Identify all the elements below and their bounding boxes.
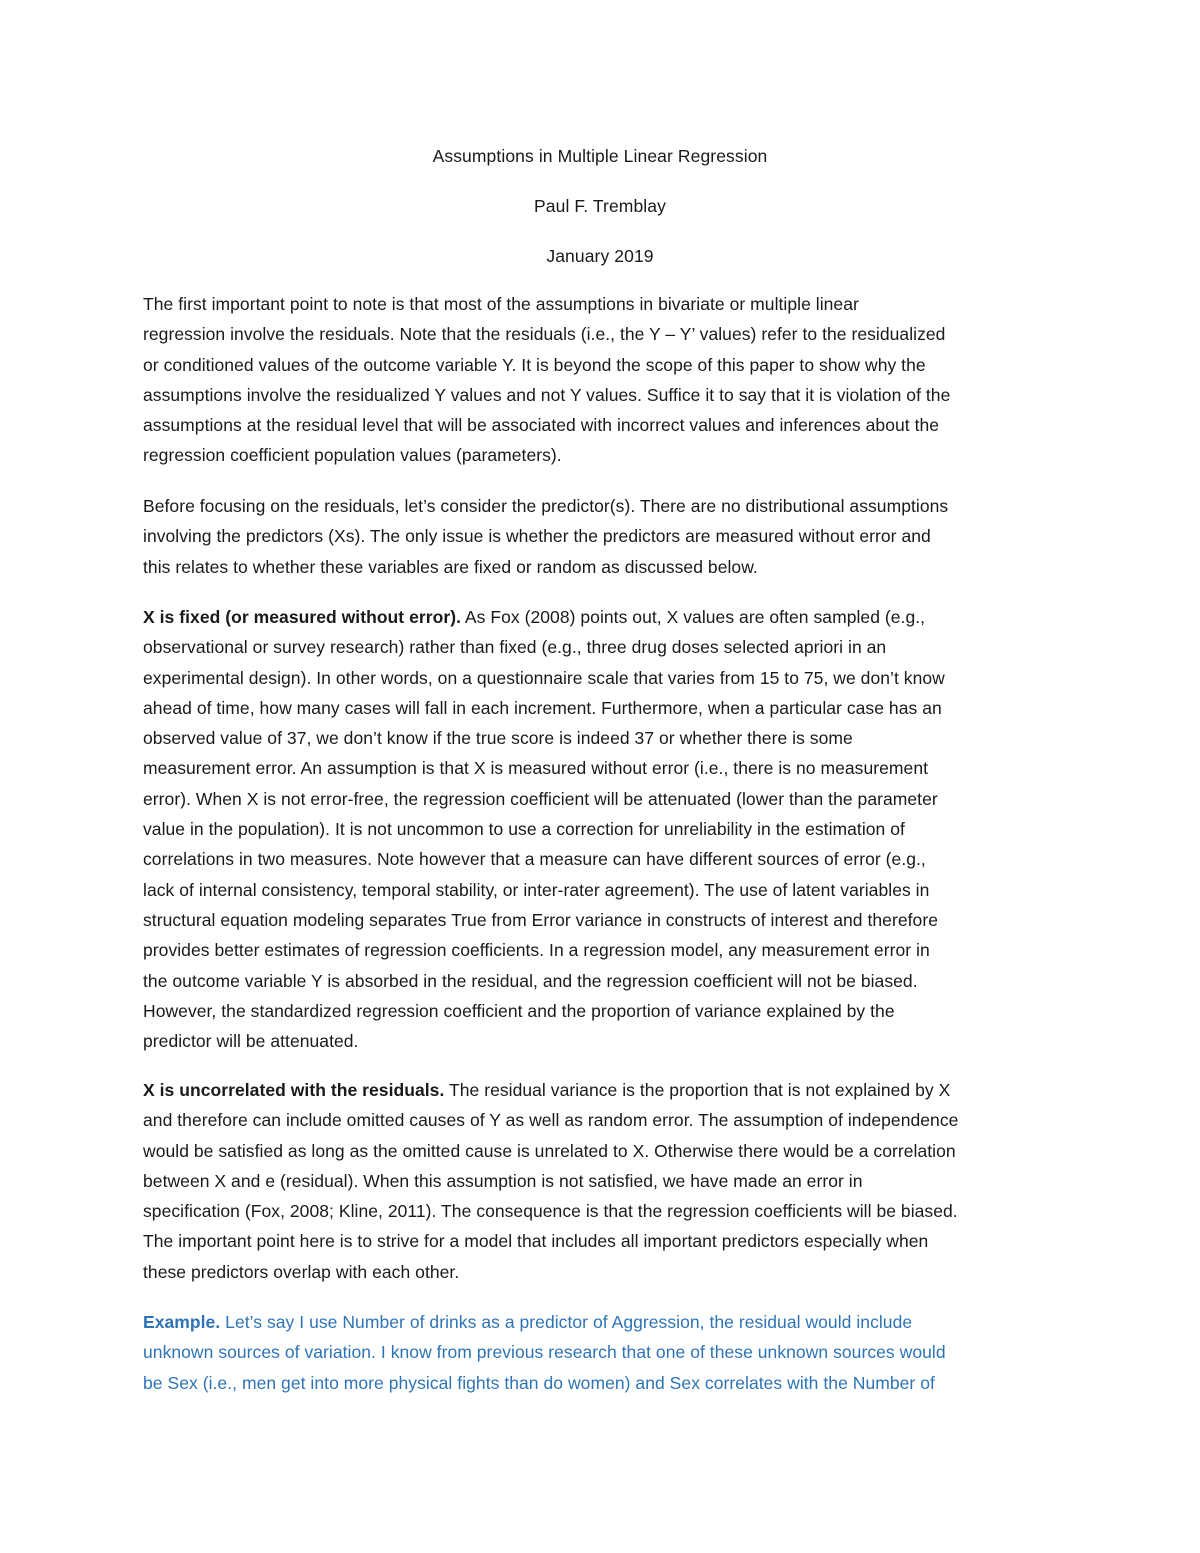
paragraph-line: ahead of time, how many cases will fall in each increment. Furthermore, when a particular case has an	[143, 697, 942, 718]
paragraph-example	[143, 1307, 1068, 1398]
paragraph-line: be Sex (i.e., men get into more physical fights than do women) and Sex correlates with the Number of	[143, 1372, 935, 1393]
paragraph-line: these predictors overlap with each other.	[143, 1261, 460, 1282]
paragraph-line: involving the predictors (Xs). The only issue is whether the predictors are measured without error and	[143, 526, 931, 547]
paragraph-line: However, the standardized regression coefficient and the proportion of variance explained by the	[143, 1000, 895, 1021]
paragraph-line: specification (Fox, 2008; Kline, 2011). The consequence is that the regression coefficients will be biased.	[143, 1201, 958, 1222]
paragraph-intro	[143, 289, 1068, 471]
paragraph-line: assumptions involve the residualized Y values and not Y values. Suffice it to say that it is violation of the	[143, 384, 951, 405]
paragraph-line: predictor will be attenuated.	[143, 1031, 359, 1052]
document-title: Assumptions in Multiple Linear Regression	[432, 146, 768, 166]
paragraph-line: and therefore can include omitted causes of Y as well as random error. The assumption of independence	[143, 1110, 959, 1131]
paragraph-first-line	[143, 1307, 1068, 1337]
paragraph-line: value in the population). It is not uncommon to use a correction for unreliability in the estimation of	[143, 819, 905, 840]
paragraph-first-line	[143, 1075, 1068, 1105]
paragraph-line-text: As Fox (2008) points out, X values are often sampled (e.g.,	[460, 607, 926, 627]
paragraph-line: The first important point to note is that most of the assumptions in bivariate or multiple linear	[143, 294, 859, 314]
paragraph-line: would be satisfied as long as the omitted cause is unrelated to X. Otherwise there would be a correlation	[143, 1140, 956, 1161]
paragraph-first-line	[143, 602, 1068, 632]
paragraph-line: assumptions at the residual level that will be associated with incorrect values and inferences about the	[143, 415, 940, 436]
paragraph-line: structural equation modeling separates True from Error variance in constructs of interest and therefore	[143, 909, 938, 930]
paragraph-line: error). When X is not error-free, the regression coefficient will be attenuated (lower than the parameter	[143, 788, 938, 809]
paragraph-line: regression involve the residuals. Note that the residuals (i.e., the Y – Y’ values) refer to the residualized	[143, 324, 946, 345]
section-heading: X is fixed (or measured without error).	[143, 607, 461, 627]
paragraph-line: observational or survey research) rather than fixed (e.g., three drug doses selected apriori in an	[143, 637, 887, 658]
document-date: January 2019	[546, 246, 654, 266]
paragraph-line: The important point here is to strive for a model that includes all important predictors especially when	[143, 1231, 929, 1252]
paragraph-x-fixed	[143, 602, 1068, 1056]
paragraph-x-uncorrelated	[143, 1075, 1068, 1287]
paragraph-line: correlations in two measures. Note however that a measure can have different sources of error (e.g.,	[143, 849, 926, 870]
paragraph-line: regression coefficient population values (parameters).	[143, 445, 562, 466]
paragraph-line: provides better estimates of regression coefficients. In a regression model, any measurement error in	[143, 940, 930, 961]
paragraph-predictors	[143, 491, 1068, 582]
paragraph-line: between X and e (residual). When this assumption is not satisfied, we have made an error in	[143, 1170, 863, 1191]
paragraph-line: observed value of 37, we don’t know if the true score is indeed 37 or whether there is some	[143, 728, 853, 749]
paragraph-line: experimental design). In other words, on a questionnaire scale that varies from 15 to 75, we don’t know	[143, 667, 945, 688]
paragraph-line: the outcome variable Y is absorbed in the residual, and the regression coefficient will not be biased.	[143, 970, 918, 991]
paragraph-line-text: The residual variance is the proportion that is not explained by X	[444, 1080, 951, 1100]
paragraph-line: measurement error. An assumption is that X is measured without error (i.e., there is no measurement	[143, 758, 929, 779]
paragraph-line: lack of internal consistency, temporal stability, or inter-rater agreement). The use of latent variables in	[143, 879, 930, 900]
section-heading: X is uncorrelated with the residuals.	[143, 1080, 445, 1100]
paragraph-line: or conditioned values of the outcome variable Y. It is beyond the scope of this paper to show why the	[143, 354, 926, 375]
paragraph-line: Before focusing on the residuals, let’s consider the predictor(s). There are no distributional assumptions	[143, 496, 949, 516]
paragraph-line-text: Let’s say I use Number of drinks as a predictor of Aggression, the residual would include	[220, 1312, 913, 1332]
paragraph-line: unknown sources of variation. I know from previous research that one of these unknown sources would	[143, 1342, 946, 1363]
paragraph-line: this relates to whether these variables are fixed or random as discussed below.	[143, 556, 758, 577]
document-author: Paul F. Tremblay	[534, 196, 666, 216]
example-heading: Example.	[143, 1312, 221, 1332]
